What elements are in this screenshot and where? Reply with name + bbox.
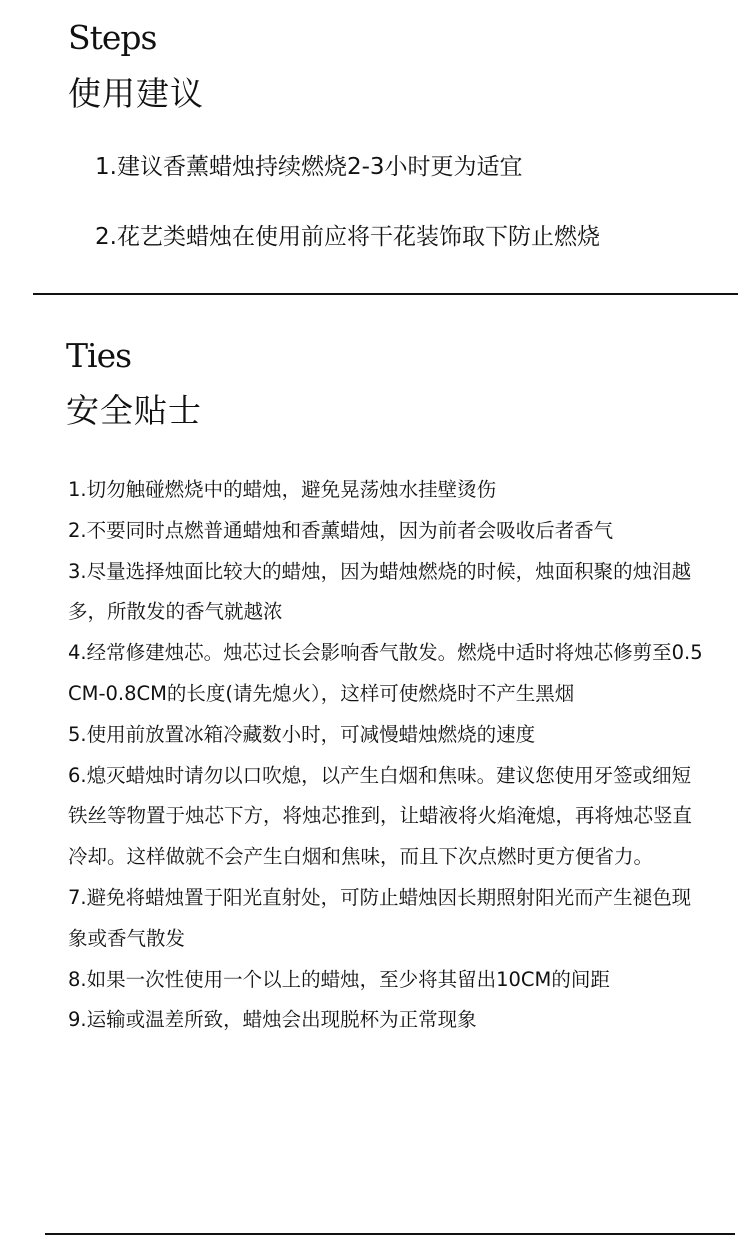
steps-item: 1.建议香薰蜡烛持续燃烧2-3小时更为适宜 [95, 154, 523, 180]
tips-item: 1.切勿触碰燃烧中的蜡烛，避免晃荡烛水挂壁烫伤 [68, 478, 497, 501]
steps-english-title: Steps [68, 18, 157, 57]
tips-item: 2.不要同时点燃普通蜡烛和香薰蜡烛，因为前者会吸收后者香气 [68, 518, 614, 542]
tips-item: 5.使用前放置冰箱冷藏数小时，可减慢蜡烛燃烧的速度 [68, 722, 536, 746]
bottom-divider [45, 1233, 735, 1235]
tips-item: 9.运输或温差所致，蜡烛会出现脱杯为正常现象 [68, 1008, 477, 1032]
tips-item: 3.尽量选择烛面比较大的蜡烛，因为蜡烛燃烧的时候，烛面积聚的烛泪越多，所散发的香气就越浓 [68, 559, 692, 624]
tips-item: 6.熄灭蜡烛时请勿以口吹熄，以产生白烟和焦味。建议您使用牙签或细短铁丝等物置于烛芯下方，将烛芯推到，让蜡液将火焰淹熄，再将烛芯竖直冷却。这样做就不会产生白烟和焦味，而且下次点燃时更方便省力。 [68, 763, 693, 869]
tips-item: 8.如果一次性使用一个以上的蜡烛，至少将其留出10CM的间距 [68, 967, 610, 991]
tips-item: 4.经常修建烛芯。烛芯过长会影响香气散发。燃烧中适时将烛芯修剪至0.5CM-0.8CM的长度(请先熄火），这样可使燃烧时不产生黑烟 [68, 641, 703, 705]
tips-chinese-title: 安全贴士 [66, 391, 202, 430]
steps-chinese-title: 使用建议 [68, 74, 204, 113]
tips-english-title: Ties [66, 336, 132, 375]
tips-item: 7.避免将蜡烛置于阳光直射处，可防止蜡烛因长期照射阳光而产生褪色现象或香气散发 [68, 885, 692, 950]
steps-item: 2.花艺类蜡烛在使用前应将干花装饰取下防止燃烧 [95, 224, 600, 250]
tips-list [68, 470, 708, 1041]
